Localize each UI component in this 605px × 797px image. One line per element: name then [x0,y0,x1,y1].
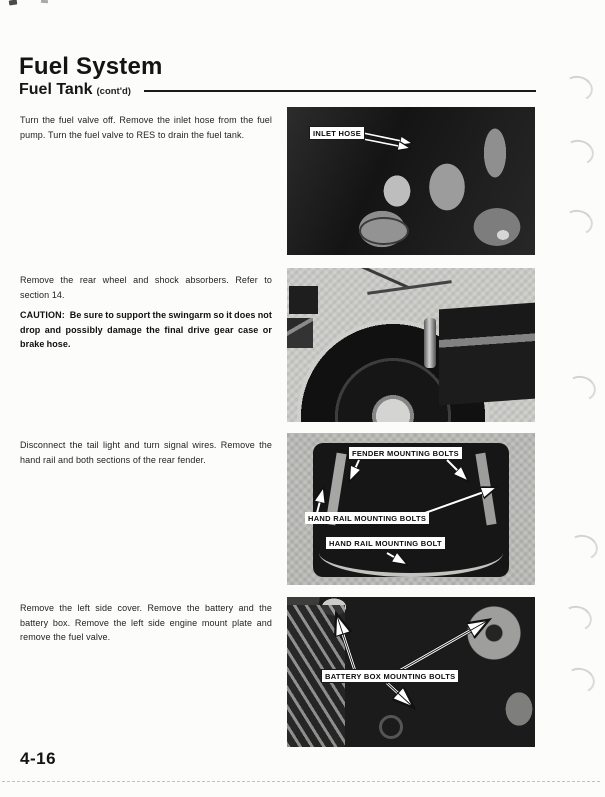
scan-speck [9,0,18,6]
page-title: Fuel System [19,53,163,80]
instruction-step-4: Remove the left side cover. Remove the battery and the battery box. Remove the left side engine mount plate and remove the fuel valve. [20,603,272,643]
caution-text: Be sure to support the swingarm so it does not drop and possibly damage the final drive gear case or brake hose. [20,310,272,350]
photo-rear-fender-hand-rail [287,433,535,585]
tail-light [289,286,318,314]
binder-hole-shadow [559,603,594,635]
instruction-step-1: Turn the fuel valve off. Remove the inlet hose from the fuel pump. Turn the fuel valve to RES to drain the fuel tank. [20,115,272,140]
instruction-step-3: Disconnect the tail light and turn signal wires. Remove the hand rail and both sections of the rear fender. [20,440,272,465]
binder-hole-shadow [563,373,598,405]
binder-hole-shadow [565,532,600,564]
page-number: 4-16 [20,749,57,768]
final-drive-mass [439,303,535,406]
callout-hand-rail-mounting-bolts: HAND RAIL MOUNTING BOLTS [305,512,429,524]
page-bottom-edge [2,781,600,782]
photo-battery-box [287,597,535,747]
binder-hole-shadow [560,73,595,105]
shock-absorber [424,318,436,368]
section-subtitle-note: (cont'd) [96,86,131,97]
section-header [19,81,131,99]
callout-inlet-hose: INLET HOSE [309,126,365,140]
caution-note [20,308,272,352]
section-subtitle: Fuel Tank [19,81,93,98]
photo-rear-wheel-shock [287,268,535,422]
callout-hand-rail-mounting-bolt: HAND RAIL MOUNTING BOLT [326,537,445,549]
section-rule [144,90,536,92]
binder-hole-shadow [561,137,596,169]
scan-speck [41,0,48,3]
callout-fender-mounting-bolts: FENDER MOUNTING BOLTS [349,447,462,459]
binder-hole-shadow [560,207,595,239]
callout-battery-box-mounting-bolts: BATTERY BOX MOUNTING BOLTS [321,669,459,683]
tail-light-bracket [287,318,313,348]
caution-label: CAUTION: [20,310,65,320]
binder-hole-shadow [562,665,597,697]
instruction-step-2: Remove the rear wheel and shock absorbers. Refer to section 14. [20,275,272,300]
photo-fuel-pump-inlet-hose [287,107,535,255]
